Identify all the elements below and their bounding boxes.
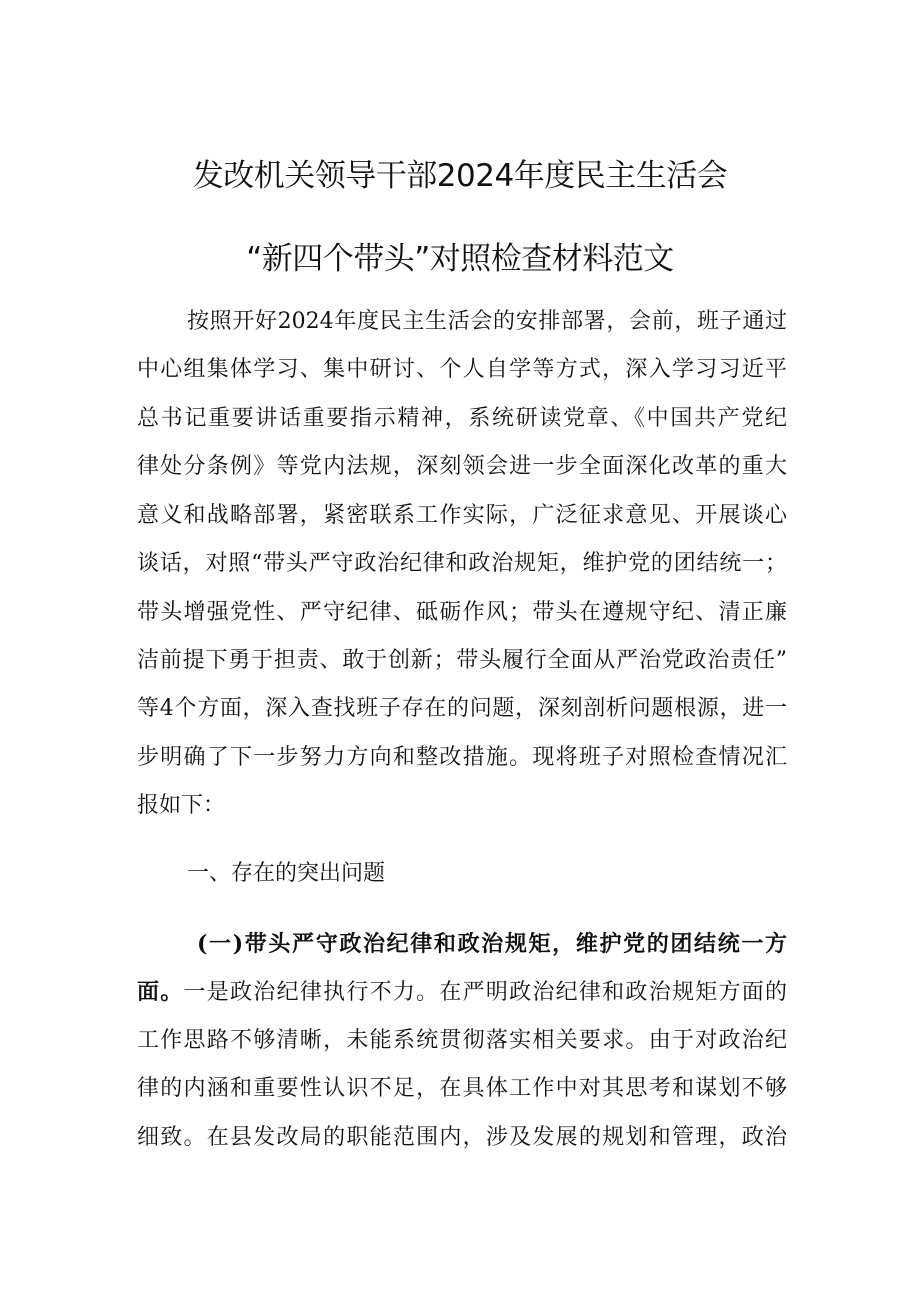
intro-line-4: 律处分条例》等党内法规，深刻领会进一步全面深化改革的重大: [137, 454, 787, 479]
document-title-line-2: “新四个带头”对照检查材料范文: [246, 241, 674, 277]
document-title-line-1: 发改机关领导干部2024年度民主生活会: [192, 158, 728, 194]
section-heading-1: 一、存在的突出问题: [187, 861, 386, 886]
intro-line-7: 带头增强党性、严守纪律、砥砺作风；带头在遵规守纪、清正廉: [137, 600, 787, 625]
intro-line-8: 洁前提下勇于担责、敢于创新；带头履行全面从严治党政治责任”: [137, 648, 787, 673]
subsection-1-line-5: 细致。在县发改局的职能范围内，涉及发展的规划和管理，政治: [137, 1125, 787, 1150]
intro-line-5: 意义和战略部署，紧密联系工作实际，广泛征求意见、开展谈心: [137, 503, 787, 528]
intro-line-1: 按照开好2024年度民主生活会的安排部署，会前，班子通过: [187, 309, 787, 334]
subsection-1-line-4: 律的内涵和重要性认识不足，在具体工作中对其思考和谋划不够: [137, 1076, 787, 1101]
intro-line-9: 等4个方面，深入查找班子存在的问题，深刻剖析问题根源，进一: [137, 696, 787, 721]
subsection-1-line-2: [137, 977, 787, 1008]
subsection-1-line-3: 工作思路不够清晰，未能系统贯彻落实相关要求。由于对政治纪: [137, 1028, 787, 1053]
intro-line-10: 步明确了下一步努力方向和整改措施。现将班子对照检查情况汇: [137, 745, 787, 770]
subsection-heading-1-end: 面。: [137, 979, 184, 1005]
intro-line-11: 报如下：: [137, 793, 226, 818]
subsection-1-line-2-text: 一是政治纪律执行不力。在严明政治纪律和政治规矩方面的: [183, 980, 787, 1005]
subsection-heading-1: (一)带头严守政治纪律和政治规矩，维护党的团结统一方: [197, 931, 787, 957]
intro-line-3: 总书记重要讲话重要指示精神，系统研读党章、《中国共产党纪: [137, 406, 787, 431]
intro-line-2: 中心组集体学习、集中研讨、个人自学等方式，深入学习习近平: [137, 357, 787, 382]
intro-line-6: 谈话，对照“带头严守政治纪律和政治规矩，维护党的团结统一；: [137, 551, 787, 576]
